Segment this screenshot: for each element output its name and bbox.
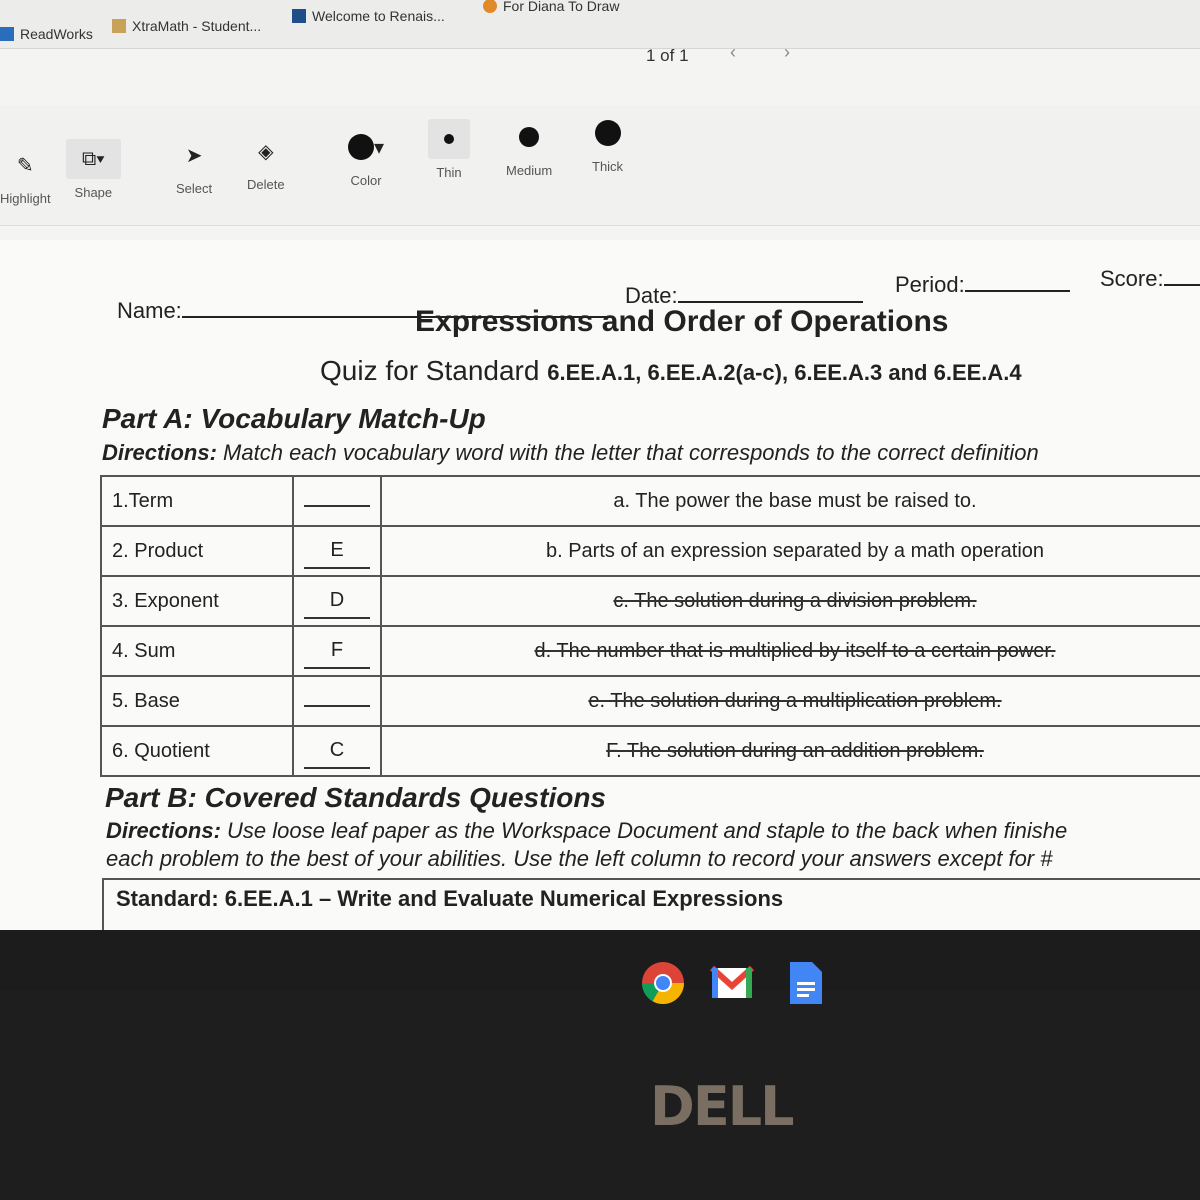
bookmarks-bar <box>0 0 1200 49</box>
prev-page-button[interactable]: ‹ <box>730 42 736 62</box>
term-cell: 4. Sum <box>101 626 293 676</box>
period-blank <box>965 272 1070 292</box>
page-indicator: 1 of 1 <box>646 46 689 65</box>
definition-cell: d. The number that is multiplied by itself to a certain power. <box>381 626 1200 676</box>
score-field: Score: <box>1100 266 1200 292</box>
thick-tool[interactable]: Thick <box>592 113 623 174</box>
table-row <box>101 626 1200 676</box>
date-blank <box>678 283 863 303</box>
s-icon <box>483 0 497 13</box>
standard-box <box>102 878 1200 930</box>
highlighter-icon: ✎ <box>16 154 34 177</box>
os-shelf <box>0 930 1200 990</box>
term-cell: 5. Base <box>101 676 293 726</box>
bookmark-for-diana[interactable]: For Diana To Draw <box>483 0 619 14</box>
term-cell: 2. Product <box>101 526 293 576</box>
docs-icon[interactable] <box>786 960 826 1006</box>
bookmark-renaissance[interactable]: Welcome to Renais... <box>292 8 445 24</box>
renaissance-icon <box>292 9 306 23</box>
select-tool[interactable]: ➤ Select <box>176 135 212 196</box>
cursor-icon: ➤ <box>185 144 203 167</box>
name-field: Name: <box>117 298 612 324</box>
answer-cell[interactable]: F <box>293 626 381 676</box>
standard-label: Standard: 6.EE.A.1 – Write and Evaluate Numerical Expressions <box>116 886 784 911</box>
shape-tool[interactable]: ⧉▾ Shape <box>66 139 121 200</box>
part-b-directions-line1: Directions: Use loose leaf paper as the Workspace Document and staple to the back when finishe <box>106 818 1068 843</box>
readworks-icon <box>0 27 14 41</box>
answer-cell[interactable]: E <box>293 526 381 576</box>
next-page-button[interactable]: › <box>784 42 790 62</box>
thin-tool[interactable]: Thin <box>428 119 470 180</box>
chrome-icon[interactable] <box>640 960 686 1006</box>
definition-cell: a. The power the base must be raised to. <box>381 476 1200 526</box>
answer-cell[interactable] <box>293 676 381 726</box>
answer-cell[interactable] <box>293 476 381 526</box>
bookmark-xtramath[interactable]: XtraMath - Student... <box>112 18 261 34</box>
definition-cell: c. The solution during a division problem. <box>381 576 1200 626</box>
definition-cell: F. The solution during an addition problem. <box>381 726 1200 776</box>
period-field: Period: <box>895 272 1070 298</box>
answer-cell[interactable]: C <box>293 726 381 776</box>
term-cell: 1.Term <box>101 476 293 526</box>
shape-icon: ⧉▾ <box>66 139 121 179</box>
table-row <box>101 676 1200 726</box>
eraser-icon: ◈ <box>258 140 274 163</box>
table-row <box>101 576 1200 626</box>
table-row <box>101 476 1200 526</box>
part-a-directions: Directions: Match each vocabulary word with the letter that corresponds to the correct definition <box>102 440 1039 465</box>
xtramath-icon <box>112 19 126 33</box>
gmail-icon[interactable] <box>708 960 756 1006</box>
color-tool[interactable]: ▾ Color <box>348 127 384 188</box>
definition-cell: e. The solution during a multiplication problem. <box>381 676 1200 726</box>
part-b-directions-line2: each problem to the best of your abilities. Use the left column to record your answers except for # <box>106 846 1053 871</box>
date-field: Date: <box>625 283 863 309</box>
worksheet-subtitle: Quiz for Standard 6.EE.A.1, 6.EE.A.2(a-c), 6.EE.A.3 and 6.EE.A.4 <box>320 355 1022 386</box>
answer-cell[interactable]: D <box>293 576 381 626</box>
annotation-toolbar <box>0 105 1200 226</box>
definition-cell: b. Parts of an expression separated by a math operation <box>381 526 1200 576</box>
vocabulary-table <box>100 475 1200 777</box>
thick-dot-icon <box>595 113 621 153</box>
dell-logo: DELL <box>650 1075 793 1138</box>
delete-tool[interactable]: ◈ Delete <box>247 131 285 192</box>
bookmark-readworks[interactable]: ReadWorks <box>0 26 93 42</box>
score-blank <box>1164 266 1200 286</box>
medium-dot-icon <box>519 117 539 157</box>
term-cell: 6. Quotient <box>101 726 293 776</box>
part-a-title: Part A: Vocabulary Match-Up <box>102 403 486 434</box>
table-row <box>101 526 1200 576</box>
worksheet-title: Expressions and Order of Operations <box>415 305 949 338</box>
part-b-title: Part B: Covered Standards Questions <box>105 782 607 813</box>
color-dot-icon: ▾ <box>348 127 384 167</box>
thin-dot-icon <box>428 119 470 159</box>
term-cell: 3. Exponent <box>101 576 293 626</box>
highlight-tool[interactable]: ✎ Highlight <box>0 145 51 206</box>
table-row <box>101 726 1200 776</box>
medium-tool[interactable]: Medium <box>506 117 552 178</box>
